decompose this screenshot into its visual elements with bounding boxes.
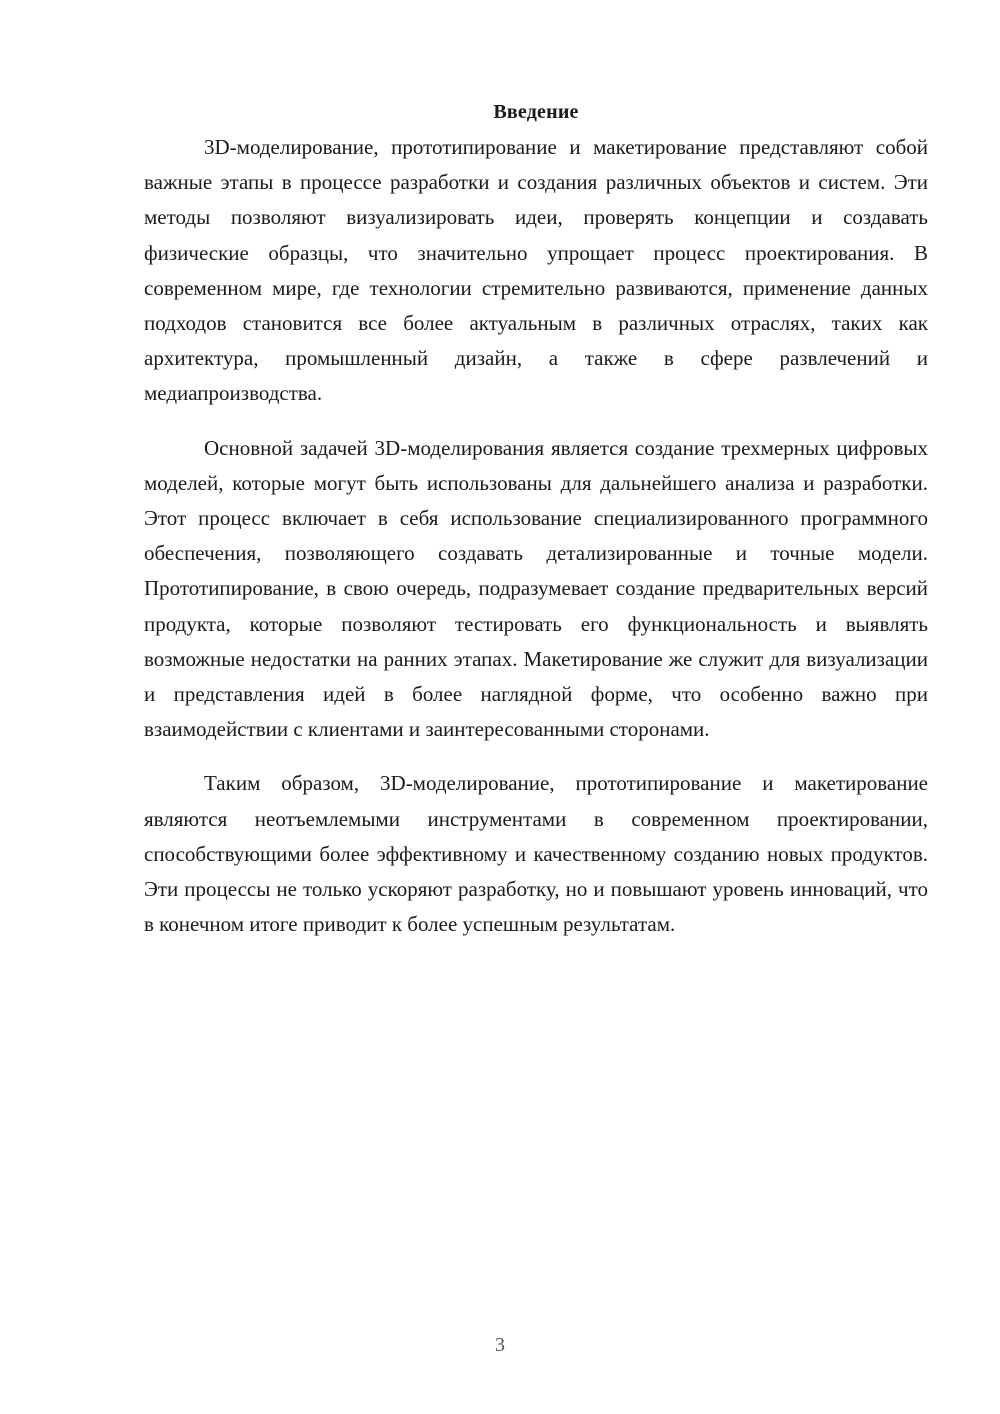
- paragraph-conclusion: Таким образом, 3D-моделирование, прототипирование и макетирование являются неотъемлемыми инструментами в современном проектировании, способствующими более эффективному и качественному созданию новых продуктов. Эти процессы не только ускоряют разработку, но и повышают уровень инноваций, что в конечном итоге приводит к более успешным результатам.: [144, 771, 928, 937]
- paragraph-modeling-task: Основной задачей 3D-моделирования является создание трехмерных цифровых моделей, которые могут быть использованы для дальнейшего анализа и разработки. Этот процесс включает в себя использование специализированного программного обеспечения, позволяющего создавать детализированные и точные модели. Прототипирование, в свою очередь, подразумевает создание предварительных версий продукта, которые позволяют тестировать его функциональность и выявлять возможные недостатки на ранних этапах. Макетирование же служит для визуализации и представления идей в более наглядной форме, что особенно важно при взаимодействии с клиентами и заинтересованными сторонами.: [144, 435, 928, 742]
- page-title: Введение: [493, 101, 579, 123]
- paragraph-intro: 3D-моделирование, прототипирование и макетирование представляют собой важные этапы в процессе разработки и создания различных объектов и систем. Эти методы позволяют визуализировать идеи, проверять концепции и создавать физические образцы, что значительно упрощает процесс проектирования. В современном мире, где технологии стремительно развиваются, применение данных подходов становится все более актуальным в различных отраслях, таких как архитектура, промышленный дизайн, а также в сфере развлечений и медиапроизводства.: [144, 135, 928, 406]
- page-number: 3: [495, 1334, 505, 1356]
- page-content: [144, 96, 928, 961]
